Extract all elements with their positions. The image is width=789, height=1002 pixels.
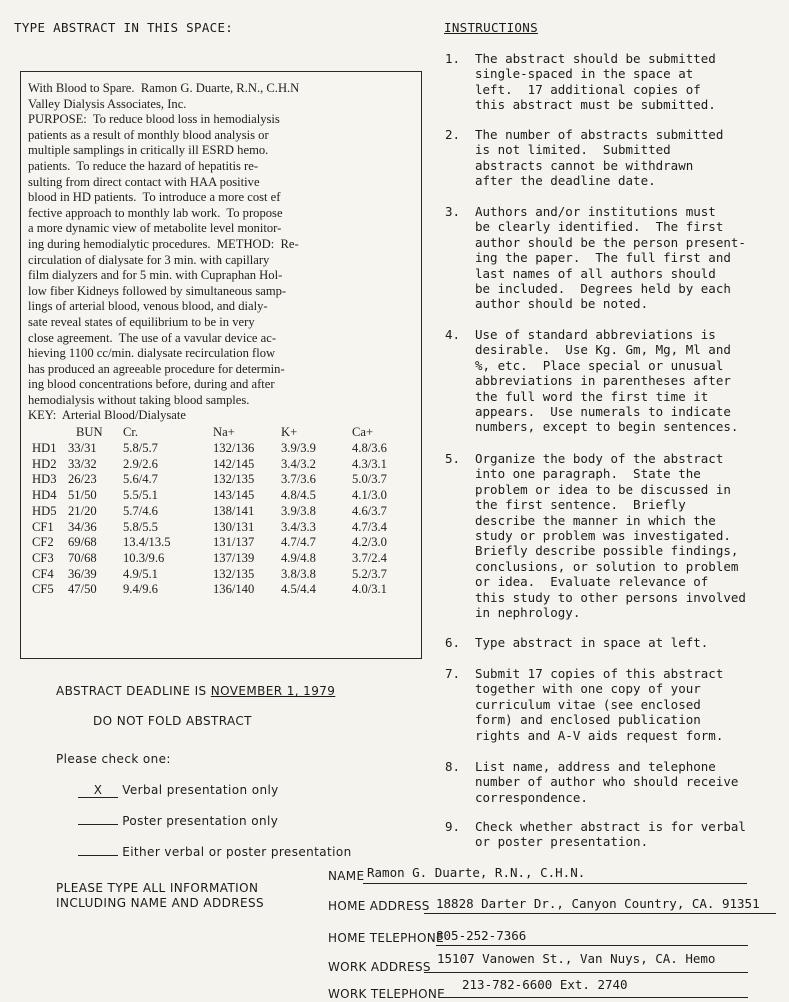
table-cell: 3.7/2.4 [352,550,387,565]
abstract-line: low fiber Kidneys followed by simultaneous samp- [28,283,287,298]
name-label: NAME [328,869,365,883]
table-cell: 4.1/3.0 [352,488,387,503]
check-prompt: Please check one: [56,752,171,766]
work-phone-label: WORK TELEPHONE [328,987,445,1001]
table-cell: 131/137 [213,535,255,550]
table-cell: 143/145 [213,488,255,503]
table-row-label: CF3 [32,550,54,565]
instruction-text: Organize the body of the abstract into one paragraph. State the problem or idea to be discussed in the first sentence. Briefly describe the manner in which the study or problem was investigated. Briefly describe possible findings, conclusions, or solution to problem or idea. Evaluate relevance of this study to other persons involved in nephrology. [475,451,746,621]
table-cell: 4.2/3.0 [352,535,387,550]
table-cell: 69/68 [68,535,97,550]
abstract-line: has produced an agreeable procedure for determin- [28,361,285,376]
option-verbal-label: Verbal presentation only [122,783,279,797]
option-poster[interactable] [78,814,278,828]
instructions-heading: INSTRUCTIONS [444,20,538,35]
table-cell: 34/36 [68,519,97,534]
table-row-label: CF1 [32,519,54,534]
table-cell: 33/31 [68,441,97,455]
instruction-number: 8. [445,759,461,774]
table-cell: 9.4/9.6 [123,582,158,597]
table-cell: 51/50 [68,488,97,503]
name-value[interactable]: Ramon G. Duarte, R.N., C.H.N. [367,865,586,880]
option-either[interactable] [78,845,352,859]
table-cell: 70/68 [68,550,97,565]
abstract-line: ing during hemodialytic procedures. METHOD: Re- [28,236,299,251]
abstract-line: Valley Dialysis Associates, Inc. [28,96,187,111]
instruction-number: 7. [445,666,461,681]
table-cell: 3.4/3.3 [281,519,316,534]
table-column-header: Ca+ [352,425,374,439]
table-cell: 47/50 [68,582,97,597]
instruction-text: Check whether abstract is for verbal or poster presentation. [475,819,746,850]
table-cell: 4.0/3.1 [352,582,387,597]
deadline-line [56,684,335,698]
please-type-notice: PLEASE TYPE ALL INFORMATION INCLUDING NAME AND ADDRESS [56,881,265,910]
table-column-header: K+ [281,425,298,439]
option-either-checkbox[interactable] [78,855,118,856]
table-row-label: HD5 [32,503,57,518]
abstract-line: a more dynamic view of metabolite level monitor- [28,221,282,236]
instruction-number: 2. [445,127,461,142]
abstract-line: patients. To reduce the hazard of hepatitis re- [28,158,259,173]
abstract-line: multiple samplings in critically ill ESRD hemo. [28,143,269,158]
table-row-label: CF5 [32,582,54,597]
abstract-line: lings of arterial blood, venous blood, and dialy- [28,299,268,314]
option-poster-checkbox[interactable] [78,824,118,825]
work-address-label: WORK ADDRESS [328,960,431,974]
abstract-line: sate reveal states of equilibrium to be in very [28,314,255,329]
table-cell: 3.9/3.9 [281,441,316,455]
instruction-number: 4. [445,327,461,342]
table-cell: 4.8/4.5 [281,488,316,503]
instruction-number: 6. [445,635,461,650]
table-cell: 21/20 [68,503,97,518]
option-either-label: Either verbal or poster presentation [122,845,352,859]
table-cell: 5.8/5.7 [123,441,158,455]
instruction-number: 9. [445,819,461,834]
abstract-line: PURPOSE: To reduce blood loss in hemodialysis [28,112,280,127]
table-cell: 13.4/13.5 [123,535,171,550]
abstract-line: With Blood to Spare. Ramon G. Duarte, R.N., C.H.N [28,81,300,95]
table-cell: 4.6/3.7 [352,503,387,518]
table-cell: 3.9/3.8 [281,503,316,518]
table-cell: 5.5/5.1 [123,488,158,503]
table-cell: 5.0/3.7 [352,472,387,487]
home-address-label: HOME ADDRESS [328,899,430,913]
abstract-line: circulation of dialysate for 3 min. with capillary [28,252,270,267]
deadline-date: NOVEMBER 1, 1979 [210,684,336,698]
table-cell: 33/32 [68,456,97,471]
table-cell: 138/141 [213,503,255,518]
table-row-label: HD4 [32,488,57,503]
instruction-text: List name, address and telephone number of author who should receive correspondence. [475,759,739,805]
table-row-label: CF2 [32,535,54,550]
home-phone-rule [436,945,748,946]
table-cell: 4.7/3.4 [352,519,387,534]
table-cell: 142/145 [213,456,255,471]
table-column-header: Cr. [123,425,139,439]
table-cell: 4.7/4.7 [281,535,316,550]
abstract-line: ing blood concentrations before, during and after [28,377,275,392]
table-cell: 5.2/3.7 [352,566,387,581]
table-cell: 5.7/4.6 [123,503,158,518]
home-phone-label: HOME TELEPHONE [328,931,444,945]
work-address-rule [424,972,748,973]
work-address-value[interactable]: 15107 Vanowen St., Van Nuys, CA. Hemo [437,951,716,966]
abstract-line: patients as a result of monthly blood analysis or [28,127,269,142]
table-cell: 132/135 [213,566,255,581]
abstract-line: fective approach to monthly lab work. To propose [28,205,283,220]
option-poster-label: Poster presentation only [122,814,279,828]
table-column-header: BUN [76,425,103,439]
table-column-header: Na+ [213,425,235,439]
table-cell: 2.9/2.6 [123,456,158,471]
table-cell: 5.6/4.7 [123,472,158,487]
name-rule [363,883,747,884]
instruction-text: Use of standard abbreviations is desirable. Use Kg. Gm, Mg, Ml and %, etc. Place special or unusual abbreviations in parentheses after the full word the first time it appears. Use numerals to indicate numbers, except to begin sentences. [475,327,739,435]
abstract-line: film dialyzers and for 5 min. with Cupraphan Hol- [28,268,283,283]
type-abstract-heading: TYPE ABSTRACT IN THIS SPACE: [14,20,234,35]
table-cell: 4.8/3.6 [352,441,387,455]
home-phone-value[interactable]: 805-252-7366 [436,928,527,943]
table-cell: 130/131 [213,519,255,534]
table-cell: 4.3/3.1 [352,456,387,471]
table-cell: 3.4/3.2 [281,456,316,471]
abstract-line: hieving 1100 cc/min. dialysate recirculation flow [28,346,276,361]
table-row-label: HD1 [32,441,57,455]
option-verbal-checkbox[interactable]: X [78,783,118,798]
table-cell: 4.5/4.4 [281,582,316,597]
work-phone-rule [440,997,748,998]
home-address-rule [424,913,776,914]
table-row-label: HD2 [32,456,57,471]
abstract-line: close agreement. The use of a vavular device ac- [28,330,277,345]
table-cell: 137/139 [213,550,255,565]
table-cell: 132/135 [213,472,255,487]
table-cell: 3.8/3.8 [281,566,316,581]
instruction-number: 3. [445,204,461,219]
instruction-text: Type abstract in space at left. [475,635,709,650]
home-address-value[interactable]: 18828 Darter Dr., Canyon Country, CA. 91351 [436,896,760,911]
table-cell: 4.9/4.8 [281,550,316,565]
table-row-label: HD3 [32,472,57,487]
do-not-fold-notice: DO NOT FOLD ABSTRACT [93,714,252,728]
table-cell: 10.3/9.6 [123,550,165,565]
deadline-label: ABSTRACT DEADLINE IS [56,684,207,698]
table-row-label: CF4 [32,566,54,581]
instruction-text: The abstract should be submitted single-spaced in the space at left. 17 additional copies of this abstract must be submitted. [475,51,716,113]
table-cell: 132/136 [213,441,255,455]
instruction-text: The number of abstracts submitted is not limited. Submitted abstracts cannot be withdrawn after the deadline date. [475,127,724,189]
abstract-line: blood in HD patients. To introduce a more cost ef [28,190,281,205]
work-phone-value[interactable]: 213-782-6600 Ext. 2740 [462,977,628,992]
abstract-key-label: KEY: Arterial Blood/Dialysate [28,408,186,423]
abstract-body [28,81,426,424]
table-cell: 26/23 [68,472,97,487]
abstract-line: sulting from direct contact with HAA positive [28,174,260,189]
instruction-number: 1. [445,51,461,66]
table-cell: 4.9/5.1 [123,566,158,581]
instruction-text: Submit 17 copies of this abstract together with one copy of your curriculum vitae (see enclosed form) and enclosed publication rights and A-V aids request form. [475,666,724,743]
abstract-line: hemodialysis without taking blood samples. [28,392,250,407]
table-cell: 3.7/3.6 [281,472,316,487]
instruction-number: 5. [445,451,461,466]
table-cell: 36/39 [68,566,97,581]
table-cell: 5.8/5.5 [123,519,158,534]
table-cell: 136/140 [213,582,255,597]
option-verbal[interactable] [78,783,279,798]
instruction-text: Authors and/or institutions must be clearly identified. The first author should be the person present- ing the paper. The full first and last names of all authors should be included. Degrees held by each author should be noted. [475,204,746,312]
